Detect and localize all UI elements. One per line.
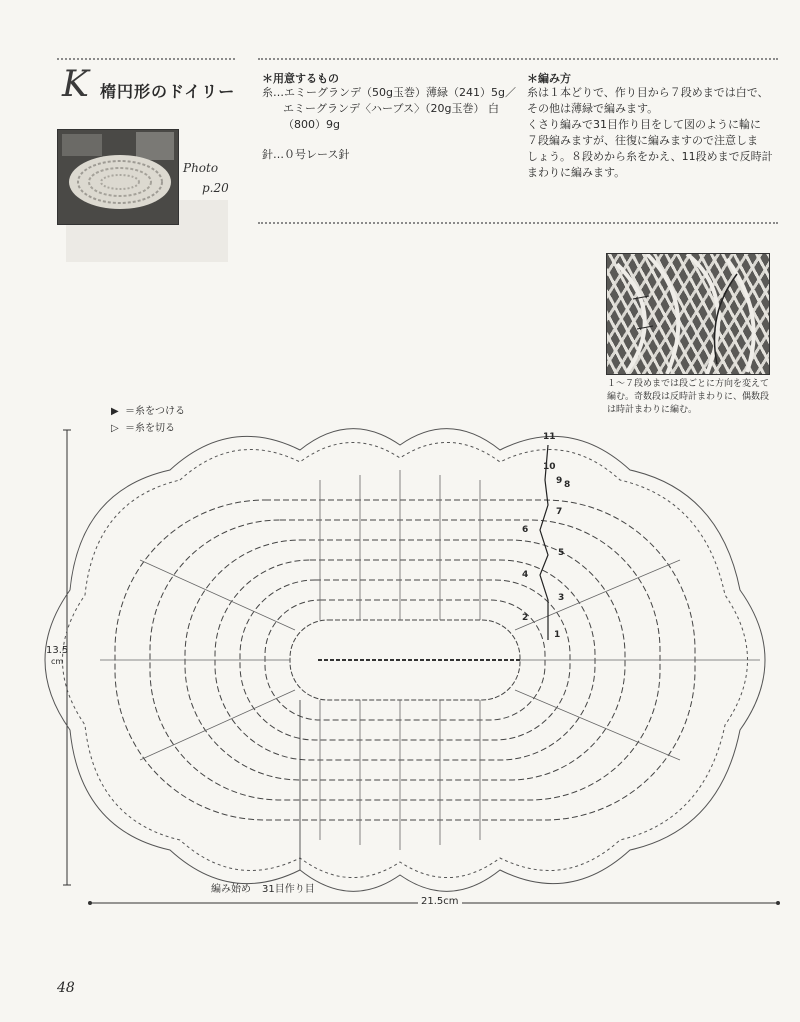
needle-line: 針…０号レース針 [262, 148, 350, 161]
photo-ref-line2: p.20 [202, 181, 229, 195]
caption-line: １～７段めまでは段ごとに方向を変えて [607, 379, 770, 389]
doily-photo-image [58, 130, 178, 224]
title-letter: K [62, 64, 89, 105]
page-title: 楕円形のドイリー [100, 82, 236, 101]
chain-label: 31目作り目 [262, 884, 315, 895]
method-line: その他は薄緑で編みます。 [527, 102, 659, 115]
caption-line: 編む。奇数段は反時計まわりに、偶数段 [607, 392, 770, 402]
top-rule-right [258, 58, 778, 60]
height-label [46, 645, 68, 667]
yarn-line-1: 糸…エミーグランデ（50g玉巻）薄緑（241）5g／ [262, 86, 516, 99]
start-label: 編み始め [211, 884, 251, 895]
method-line: しょう。８段めから糸をかえ、11段めまで反時計 [527, 150, 773, 163]
stitch-closeup-photo [606, 253, 770, 375]
row-number: 4 [522, 570, 529, 580]
row-number: 1 [554, 630, 561, 640]
doily-photo [57, 129, 179, 225]
method-line: ７段編みますが、往復に編みますので注意しま [527, 134, 758, 147]
stitch-closeup-image [607, 254, 769, 374]
row-number: 7 [556, 507, 563, 517]
method-heading: ＊編み方 [527, 72, 571, 85]
width-label: 21.5cm [418, 896, 462, 907]
height-value: 13.5 [46, 645, 69, 656]
method-line: まわりに編みます。 [527, 166, 626, 179]
legend-attach [111, 402, 185, 417]
row-number: 6 [522, 525, 529, 535]
method-line: 糸は１本どりで、作り目から７段めまでは白で、 [527, 86, 769, 99]
row-number: 10 [543, 462, 556, 472]
photo-ref-line1: Photo [183, 161, 219, 175]
method-line: くさり編みで31目作り目をして図のように輪に [527, 118, 761, 131]
cut-yarn-icon: ▷ [111, 423, 119, 434]
crochet-chart [0, 420, 800, 920]
row-number: 11 [543, 432, 556, 442]
method-block [527, 85, 773, 181]
row-number: 9 [556, 476, 563, 486]
mid-rule [258, 222, 778, 224]
yarn-line-2: エミーグランデ〈ハーブス〉（20g玉巻） 白 [283, 102, 499, 115]
yarn-line-3: （800）9g [283, 118, 340, 131]
caption-line: は時計まわりに編む。 [607, 405, 698, 415]
top-rule-left [57, 58, 235, 60]
legend-attach-text: ＝糸をつける [125, 406, 185, 417]
page-number: 48 [57, 980, 75, 996]
attach-yarn-icon: ▶ [111, 406, 119, 417]
materials-block [262, 85, 516, 163]
legend-cut-text: ＝糸を切る [125, 423, 175, 434]
row-number: 5 [558, 548, 565, 558]
closeup-caption [607, 378, 769, 417]
row-number: 3 [558, 593, 565, 603]
row-number: 2 [522, 613, 529, 623]
materials-heading: ＊用意するもの [262, 72, 339, 85]
row-turn-path [540, 445, 548, 640]
row-number: 8 [564, 480, 571, 490]
height-unit: cm [51, 657, 64, 666]
